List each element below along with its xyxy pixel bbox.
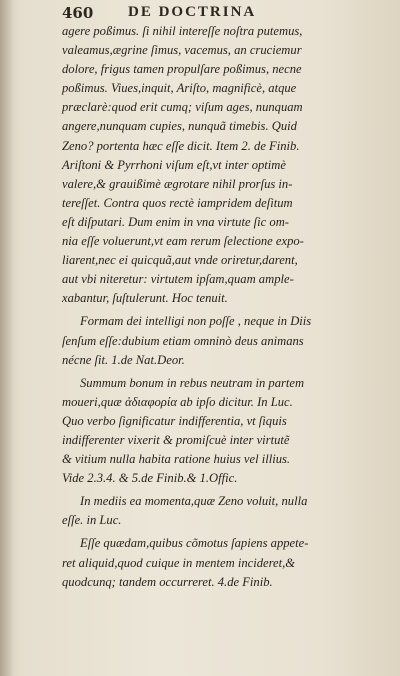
running-head (62, 4, 382, 22)
paragraph (62, 534, 380, 591)
text-line: nia eſſe voluerunt,vt eam rerum ſelectione expo- (62, 234, 304, 249)
text-line: Quo verbo ſignificatur indifferentia, vt ſiquis (62, 413, 287, 428)
text-line: angere,nunquam cupies, nunquã timebis. Quid (62, 119, 297, 134)
text-line: nécne ſit. 1.de Nat.Deor. (62, 352, 185, 367)
text-line: & vitium nulla habita ratione huius vel illius. (62, 452, 291, 467)
text-line: valere,& grauißimè ægrotare nihil prorſus in- (62, 176, 293, 191)
text-line: præclarè:quod erit cumq; viſum ages, nunquam (62, 100, 303, 115)
text-line: poßimus. Viues,inquit, Ariſto, magnificè, atque (62, 81, 297, 96)
text-line: In mediis ea momenta,quæ Zeno voluit, nulla (80, 494, 308, 509)
paragraph (62, 312, 380, 369)
text-line: Zeno? portenta hæc eſſe dicit. Item 2. de Finib. (62, 138, 300, 153)
text-line: eſſe. in Luc. (62, 513, 122, 528)
text-line: Summum bonum in rebus neutram in partem (80, 375, 305, 390)
text-line: ret aliquid,quod cuique in mentem incideret,& (62, 555, 296, 570)
text-line: indifferenter vixerit & promiſcuè inter virtutẽ (62, 432, 290, 447)
text-line: Vide 2.3.4. & 5.de Finib.& 1.Offic. (62, 471, 238, 486)
text-line: eſt diſputari. Dum enim in vna virtute ſic om- (62, 214, 290, 229)
text-line: tereſſet. Contra quos rectè iampridem deſitum (62, 195, 293, 210)
paragraph (62, 22, 380, 308)
text-line: Formam dei intelligi non poſſe , neque in Diis (80, 314, 312, 329)
text-line: moueri,quæ ἀδιαφορία ab ipſo dicitur. In Luc. (62, 394, 293, 409)
paragraph (62, 492, 380, 530)
text-line: quodcunq; tandem occurreret. 4.de Finib. (62, 574, 273, 589)
spine-shadow (0, 0, 14, 676)
text-line: dolore, frigus tamen propulſare poßimus, necne (62, 62, 302, 77)
text-line: valeamus,ægrine ſimus, vacemus, an cruciemur (62, 43, 302, 58)
text-line: Eſſe quædam,quibus cõmotus ſapiens appete- (80, 536, 309, 551)
text-line: aut vbi niteretur: virtutem ipſam,quam ample- (62, 272, 294, 287)
running-head-title: DE DOCTRINA (128, 4, 257, 20)
text-line: Ariſtoni & Pyrrhoni viſum eſt,vt inter optimè (62, 157, 286, 172)
text-line: liarent,nec ei quicquã,aut vnde oriretur,darent, (62, 253, 298, 268)
paragraph (62, 374, 380, 489)
body-text (62, 22, 380, 592)
page-number: 460 (62, 4, 94, 22)
text-line: agere poßimus. ſi nihil intereſſe noſtra putemus, (62, 24, 303, 38)
text-line: ſenſum eſſe:dubium etiam omninò deus animans (62, 333, 304, 348)
text-line: xabantur, ſuſtulerunt. Hoc tenuit. (62, 291, 228, 306)
